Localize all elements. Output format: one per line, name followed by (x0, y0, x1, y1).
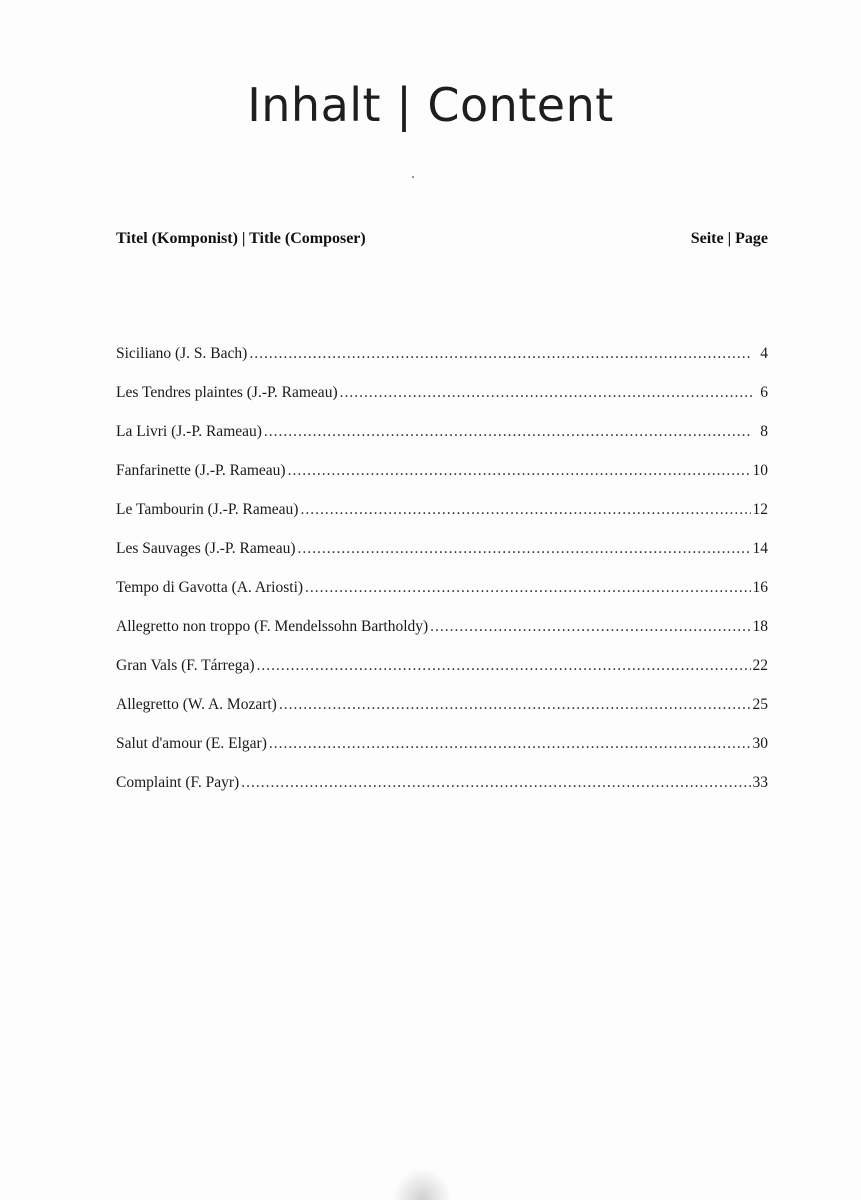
toc-entry-title: Fanfarinette (J.-P. Rameau) (116, 462, 286, 479)
toc-entry-page: 22 (752, 657, 768, 674)
toc-entry (116, 735, 768, 774)
toc-header (116, 230, 768, 248)
toc-entry-title: Les Tendres plaintes (J.-P. Rameau) (116, 384, 338, 401)
toc-entry (116, 345, 768, 384)
toc-entry (116, 501, 768, 540)
dot-leader (241, 774, 750, 792)
column-header-title: Titel (Komponist) | Title (Composer) (116, 230, 366, 247)
dot-leader (264, 423, 752, 441)
dot-leader (257, 657, 751, 675)
speck-mark (412, 176, 414, 178)
toc-entry-page: 6 (760, 384, 768, 401)
toc-entry-title: Les Sauvages (J.-P. Rameau) (116, 540, 296, 557)
toc-entry-page: 4 (760, 345, 768, 362)
dot-leader (298, 540, 751, 558)
dot-leader (305, 579, 750, 597)
dot-leader (430, 618, 750, 636)
toc-entry-title: Gran Vals (F. Tárrega) (116, 657, 255, 674)
dot-leader (279, 696, 751, 714)
column-header-page: Seite | Page (690, 230, 768, 247)
toc-entry-page: 12 (752, 501, 768, 518)
dot-leader (269, 735, 751, 753)
toc-entry-page: 10 (752, 462, 768, 479)
toc-entry (116, 657, 768, 696)
dot-leader (340, 384, 752, 402)
toc-entry-page: 18 (752, 618, 768, 635)
toc-entry-page: 25 (752, 696, 768, 713)
toc-entry-page: 16 (752, 579, 768, 596)
toc-entry (116, 696, 768, 735)
table-of-contents (116, 345, 768, 813)
toc-entry-page: 30 (752, 735, 768, 752)
scan-artifact (392, 1168, 452, 1200)
toc-entry (116, 579, 768, 618)
toc-entry (116, 540, 768, 579)
toc-entry (116, 774, 768, 813)
toc-entry-title: Siciliano (J. S. Bach) (116, 345, 248, 362)
toc-entry-page: 33 (752, 774, 768, 791)
dot-leader (249, 345, 752, 363)
page-title: Inhalt | Content (247, 78, 614, 132)
toc-entry-title: Salut d'amour (E. Elgar) (116, 735, 267, 752)
toc-entry-title: Complaint (F. Payr) (116, 774, 240, 791)
toc-entry-title: Allegretto non troppo (F. Mendelssohn Bartholdy) (116, 618, 429, 635)
dot-leader (288, 462, 751, 480)
toc-entry-title: La Livri (J.-P. Rameau) (116, 423, 262, 440)
toc-entry (116, 462, 768, 501)
toc-entry-title: Tempo di Gavotta (A. Ariosti) (116, 579, 304, 596)
toc-entry (116, 384, 768, 423)
toc-entry-page: 14 (752, 540, 768, 557)
toc-entry-title: Allegretto (W. A. Mozart) (116, 696, 277, 713)
toc-entry (116, 618, 768, 657)
toc-entry-title: Le Tambourin (J.-P. Rameau) (116, 501, 299, 518)
toc-entry (116, 423, 768, 462)
dot-leader (300, 501, 750, 519)
toc-entry-page: 8 (760, 423, 768, 440)
